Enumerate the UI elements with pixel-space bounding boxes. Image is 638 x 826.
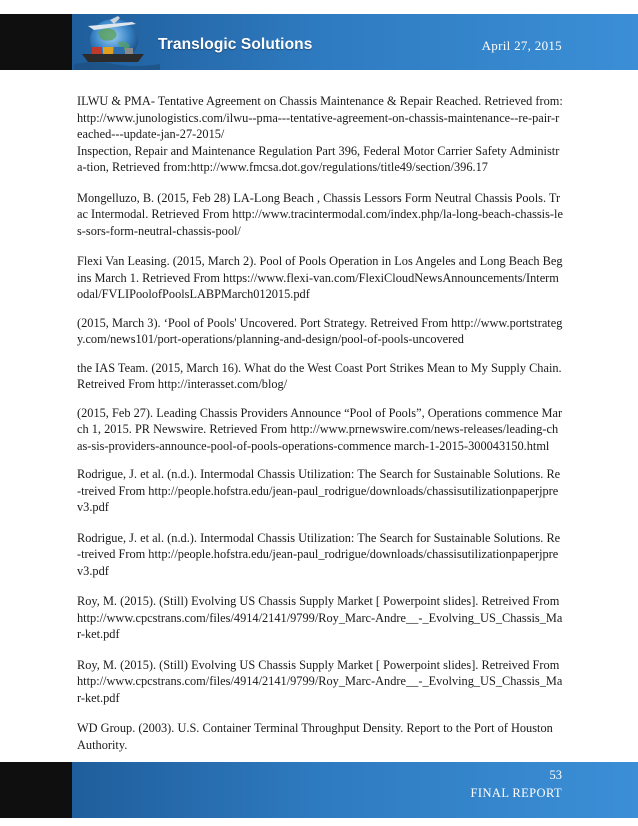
reference-item: Flexi Van Leasing. (2015, March 2). Pool of Pools Operation in Los Angeles and Long Beach Begins March 1. Retrieved From https://www.flexi-van.com/FlexiCloudNewsAnnouncements/Intermodal/FVLIPoolofPoolsLABPMarch012015.pdf <box>77 254 563 301</box>
page-number: 53 <box>549 768 562 782</box>
reference-item: WD Group. (2003). U.S. Container Terminal Throughput Density. Report to the Port of Houston Authority. <box>77 721 553 752</box>
globe-ship-plane-logo-icon <box>74 14 160 70</box>
brand-title: Translogic Solutions <box>158 36 313 53</box>
reference-item: ILWU & PMA- Tentative Agreement on Chassis Maintenance & Repair Reached. Retrieved from:http://www.junologistics.com/ilwu--pma---tentative-agreement-on-chassis-maintenance--re-pair-reached---update-jan-27-2015/ <box>77 94 563 141</box>
reference-item: Roy, M. (2015). (Still) Evolving US Chassis Supply Market [ Powerpoint slides]. Retreived From http://www.cpcstrans.com/files/4914/2141/9799/Roy_Marc-Andre__-_Evolving_US_Chassis_Mar-ket.pdf <box>77 657 563 705</box>
reference-item: (2015, March 3). ‘Pool of Pools' Uncovered. Port Strategy. Retreived From http://www.portstrategy.com/news101/port-operations/planning-and-design/pool-of-pools-uncovered <box>77 315 563 346</box>
reference-list <box>77 93 563 753</box>
reference-item: (2015, Feb 27). Leading Chassis Providers Announce “Pool of Pools”, Operations commence March 1, 2015. PR Newswire. Retrieved From http://www.prnewswire.com/news-releases/leading-chas-sis-providers-announce-pool-of-pools-operations-commence march-1-2015-300043150.html <box>77 405 563 453</box>
header-date: April 27, 2015 <box>481 38 562 53</box>
header-black-block <box>0 14 72 70</box>
reference-item: Rodrigue, J. et al. (n.d.). Intermodal Chassis Utilization: The Search for Sustainable Solutions. Re-treived From http://people.hofstra.edu/jean-paul_rodrigue/downloads/chassisutilizationpaperjprev3.pdf <box>77 530 561 578</box>
footer-label: FINAL REPORT <box>470 786 562 800</box>
footer-black-block <box>0 762 72 818</box>
reference-item: Inspection, Repair and Maintenance Regulation Part 396, Federal Motor Carrier Safety Administra-tion, Retrieved from:http://www.fmcsa.dot.gov/regulations/title49/section/396.17 <box>77 143 560 174</box>
reference-item: Rodrigue, J. et al. (n.d.). Intermodal Chassis Utilization: The Search for Sustainable Solutions. Re-treived From http://people.hofstra.edu/jean-paul_rodrigue/downloads/chassisutilizationpaperjprev3.pdf <box>77 467 561 514</box>
reference-item: Mongelluzo, B. (2015, Feb 28) LA-Long Beach , Chassis Lessors Form Neutral Chassis Pools. Trac Intermodal. Retrieved From http://www.tracintermodal.com/index.php/la-long-beach-chassis-les-sors-form-neutral-chassis-pool/ <box>77 190 563 238</box>
reference-item: the IAS Team. (2015, March 16). What do the West Coast Port Strikes Mean to My Supply Chain. Retreived From http://interasset.com/blog/ <box>77 360 562 391</box>
reference-item: Roy, M. (2015). (Still) Evolving US Chassis Supply Market [ Powerpoint slides]. Retreived From http://www.cpcstrans.com/files/4914/2141/9799/Roy_Marc-Andre__-_Evolving_US_Chassis_Mar-ket.pdf <box>77 594 563 641</box>
